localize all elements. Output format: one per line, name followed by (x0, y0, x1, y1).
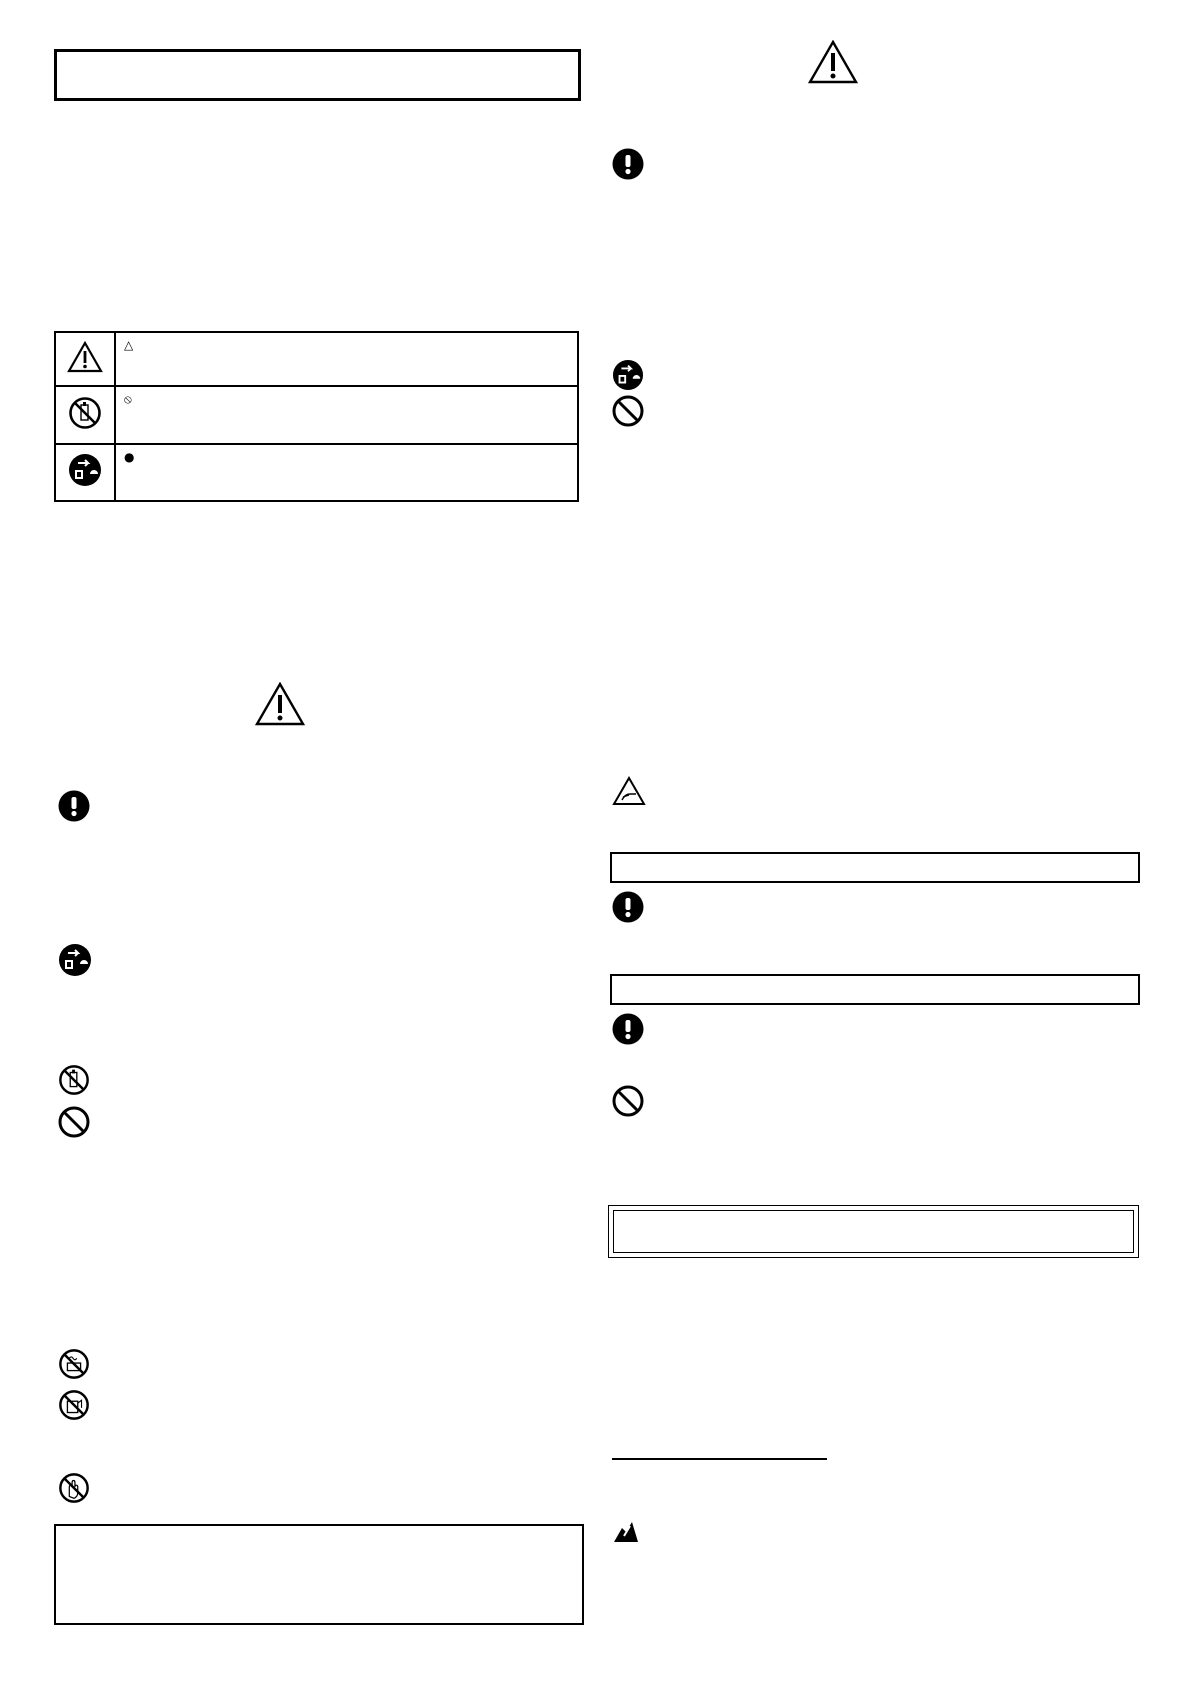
unplug-power-icon (68, 453, 102, 491)
caution-box-1 (610, 852, 1140, 883)
legend-row-mandatory (55, 444, 578, 501)
legend-mini-symbol: △ (124, 338, 134, 352)
title-box (54, 49, 581, 101)
legend-row-prohibited (55, 386, 578, 443)
no-wet-location-icon (58, 1348, 90, 1380)
exclamation-circle-icon (612, 148, 644, 180)
finger-pinch-caution-icon (612, 776, 646, 806)
no-water-icon (58, 1389, 90, 1421)
prohibited-circle-icon (58, 1106, 90, 1138)
exclamation-circle-icon (612, 1013, 644, 1045)
exclamation-circle-icon (612, 891, 644, 923)
note-pencil-icon (612, 1520, 640, 1544)
prohibited-circle-icon (612, 1085, 644, 1117)
unplug-power-icon (612, 359, 644, 391)
separator-line (612, 1458, 827, 1460)
symbol-legend-table (54, 331, 579, 502)
double-border-box (608, 1205, 1139, 1258)
unplug-power-icon (58, 943, 92, 977)
prohibited-circle-icon (612, 395, 644, 427)
legend-mini-symbol: ● (124, 449, 135, 464)
legend-row-warning (55, 332, 578, 386)
warning-triangle-icon (67, 341, 103, 377)
no-wet-hands-icon (58, 1472, 90, 1504)
caution-box-2 (610, 974, 1140, 1005)
warning-triangle-icon (255, 682, 305, 726)
legend-mini-symbol: ⦸ (124, 392, 132, 407)
no-disassembly-icon (68, 396, 102, 434)
exclamation-circle-icon (58, 790, 90, 822)
no-disassembly-icon (58, 1064, 90, 1096)
warning-triangle-icon (808, 40, 858, 84)
notice-box-left (54, 1524, 584, 1625)
